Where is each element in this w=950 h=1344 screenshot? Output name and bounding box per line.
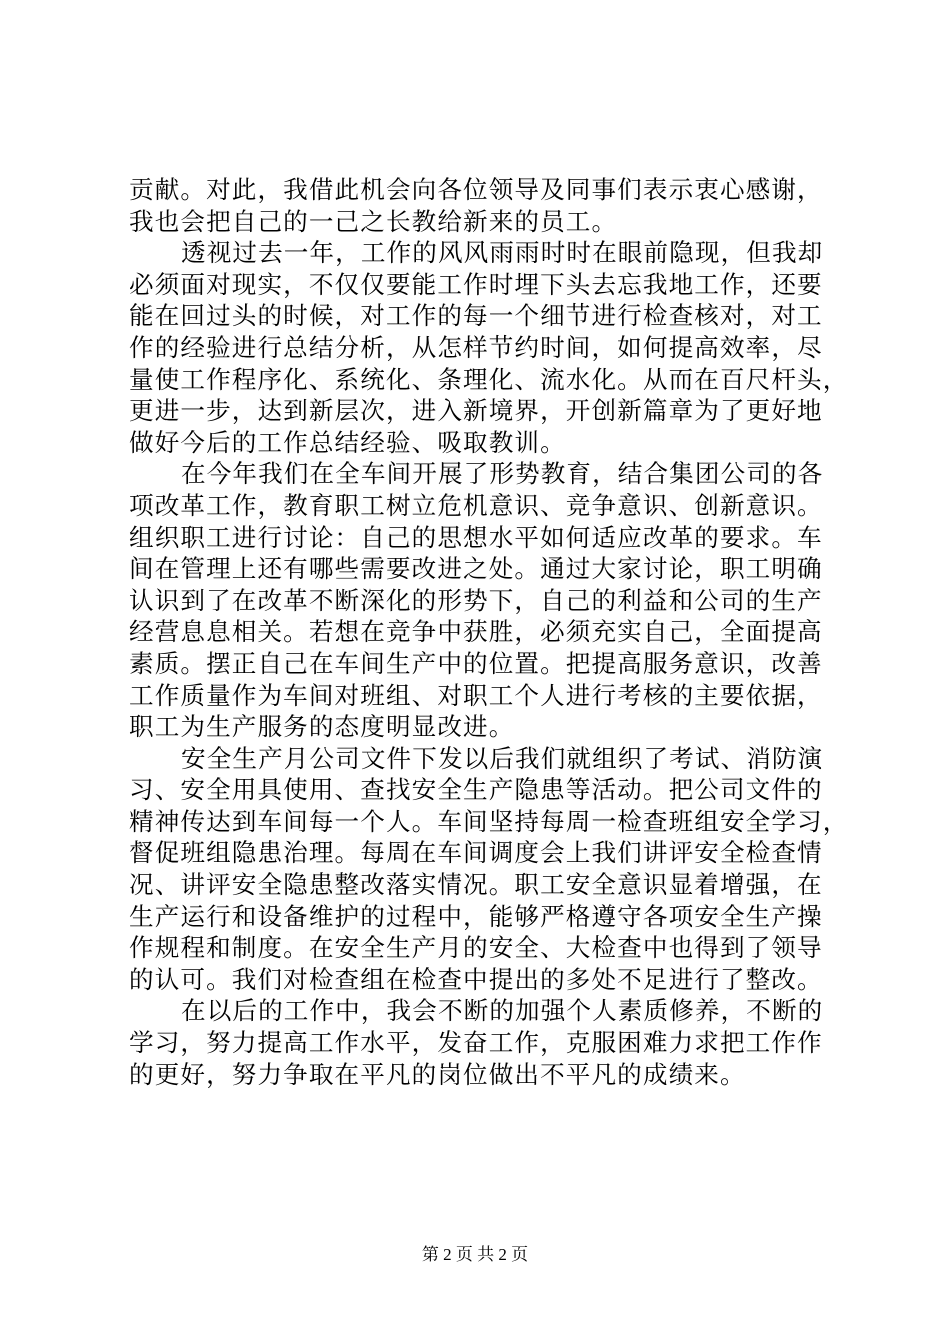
text-line: 在今年我们在全车间开展了形势教育，结合集团公司的各	[181, 459, 824, 489]
text-line: 况、讲评安全隐患整改落实情况。职工安全意识显着增强，在	[129, 870, 823, 900]
text-line: 职工为生产服务的态度明显改进。	[129, 712, 515, 742]
page-footer	[0, 1244, 950, 1266]
paragraph-education	[129, 458, 829, 742]
paragraph-review	[129, 237, 849, 458]
text-line: 的更好，努力争取在平凡的岗位做出不平凡的成绩来。	[129, 1059, 746, 1089]
text-line: 在以后的工作中，我会不断的加强个人素质修养，不断的	[181, 996, 824, 1026]
text-line: 的认可。我们对检查组在检查中提出的多处不足进行了整改。	[129, 964, 823, 994]
text-line: 精神传达到车间每一个人。车间坚持每周一检查班组安全学习，	[129, 806, 849, 836]
text-line: 督促班组隐患治理。每周在车间调度会上我们讲评安全检查情	[129, 838, 823, 868]
text-line: 生产运行和设备维护的过程中，能够严格遵守各项安全生产操	[129, 901, 823, 931]
text-line: 贡献。对此，我借此机会向各位领导及同事们表示衷心感谢，	[129, 175, 823, 204]
paragraph-safety	[129, 743, 849, 996]
text-line: 作规程和制度。在安全生产月的安全、大检查中也得到了领导	[129, 933, 823, 963]
text-line: 习、安全用具使用、查找安全生产隐患等活动。把公司文件的	[129, 775, 823, 805]
text-line: 必须面对现实，不仅仅要能工作时埋下头去忘我地工作，还要	[129, 269, 823, 299]
text-line: 作的经验进行总结分析，从怎样节约时间，如何提高效率，尽	[129, 332, 823, 362]
text-line: 间在管理上还有哪些需要改进之处。通过大家讨论，职工明确	[129, 554, 823, 584]
text-line: 更进一步，达到新层次，进入新境界，开创新篇章为了更好地	[129, 396, 823, 426]
text-line: 能在回过头的时候，对工作的每一个细节进行检查核对，对工	[129, 301, 823, 331]
text-line: 透视过去一年，工作的风风雨雨时时在眼前隐现，但我却	[181, 238, 824, 268]
text-line: 项改革工作，教育职工树立危机意识、竞争意识、创新意识。	[129, 490, 823, 520]
text-line: 量使工作程序化、系统化、条理化、流水化。从而在百尺杆头，	[129, 364, 849, 394]
page-number-label: 第 2 页 共 2 页	[421, 1245, 529, 1264]
text-line: 素质。摆正自己在车间生产中的位置。把提高服务意识，改善	[129, 648, 823, 678]
text-line: 安全生产月公司文件下发以后我们就组织了考试、消防演	[181, 743, 824, 773]
document-body	[129, 174, 849, 1090]
text-line: 经营息息相关。若想在竞争中获胜，必须充实自己，全面提高	[129, 617, 823, 647]
text-line: 我也会把自己的一己之长教给新来的员工。	[129, 206, 618, 236]
text-line: 认识到了在改革不断深化的形势下，自己的利益和公司的生产	[129, 585, 823, 615]
paragraph-conclusion	[129, 995, 829, 1090]
paragraph-continued	[129, 174, 829, 237]
text-line: 组织职工进行讨论：自己的思想水平如何适应改革的要求。车	[129, 522, 823, 552]
text-line: 工作质量作为车间对班组、对职工个人进行考核的主要依据，	[129, 680, 823, 710]
text-line: 做好今后的工作总结经验、吸取教训。	[129, 427, 566, 457]
text-line: 学习，努力提高工作水平，发奋工作，克服困难力求把工作作	[129, 1028, 823, 1058]
